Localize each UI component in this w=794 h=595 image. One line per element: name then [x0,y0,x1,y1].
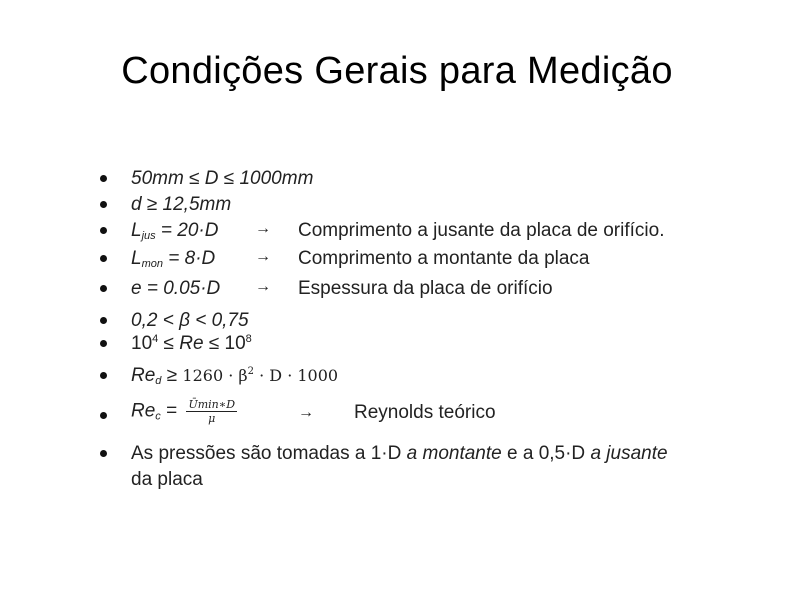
arrow-right-icon: → [298,404,314,421]
arrow-right-icon: → [255,220,271,237]
reynolds-range: $10^4 \le Re \le 10^8$ [131,333,252,354]
bullet-icon [100,412,107,419]
reynolds-c-expr: $Re_c$ = $\frac{Ū\min∗D}{\mu}$ [131,398,236,425]
slide-title: Condições Gerais para Medição [121,50,673,92]
bullet-icon [100,255,107,262]
bullet-icon [100,285,107,292]
reynolds-d-expr: $Re_d \ge 1260 \cdot \beta^2 \cdot D \cdot 1000$ [131,365,339,387]
bullet-icon [100,450,107,457]
reynolds-desc: Reynolds teórico [354,402,496,423]
bullet-icon [100,340,107,347]
upstream-desc: Comprimento a montante da placa [298,248,590,269]
bullet-icon [100,372,107,379]
bullet-icon [100,175,107,182]
orifice-min: d ≥ 12,5mm [131,194,232,215]
beta-range: 0,2 < β < 0,75 [131,310,249,331]
pressure-note-line1: As pressões são tomadas a 1·D a montante e a 0,5·D a jusante [131,443,668,464]
arrow-right-icon: → [255,248,271,265]
bullet-icon [100,317,107,324]
diameter-range: 50mm ≤ D ≤ 1000mm [131,168,314,189]
bullet-icon [100,227,107,234]
downstream-desc: Comprimento a jusante da placa de orifício. [298,220,665,241]
bullet-icon [100,201,107,208]
upstream-length: $L_{mon} = 8\cdot D$ [131,248,216,270]
fraction: $\frac{Ū\min∗D}{\mu}$ [188,398,236,425]
thickness-expr: e = 0.05·D [131,278,221,299]
arrow-right-icon: → [255,278,271,295]
pressure-note-line2: da placa [131,469,203,490]
thickness-desc: Espessura da placa de orifício [298,278,553,299]
downstream-length: $L_{jus} = 20\cdot D$ [131,220,219,242]
